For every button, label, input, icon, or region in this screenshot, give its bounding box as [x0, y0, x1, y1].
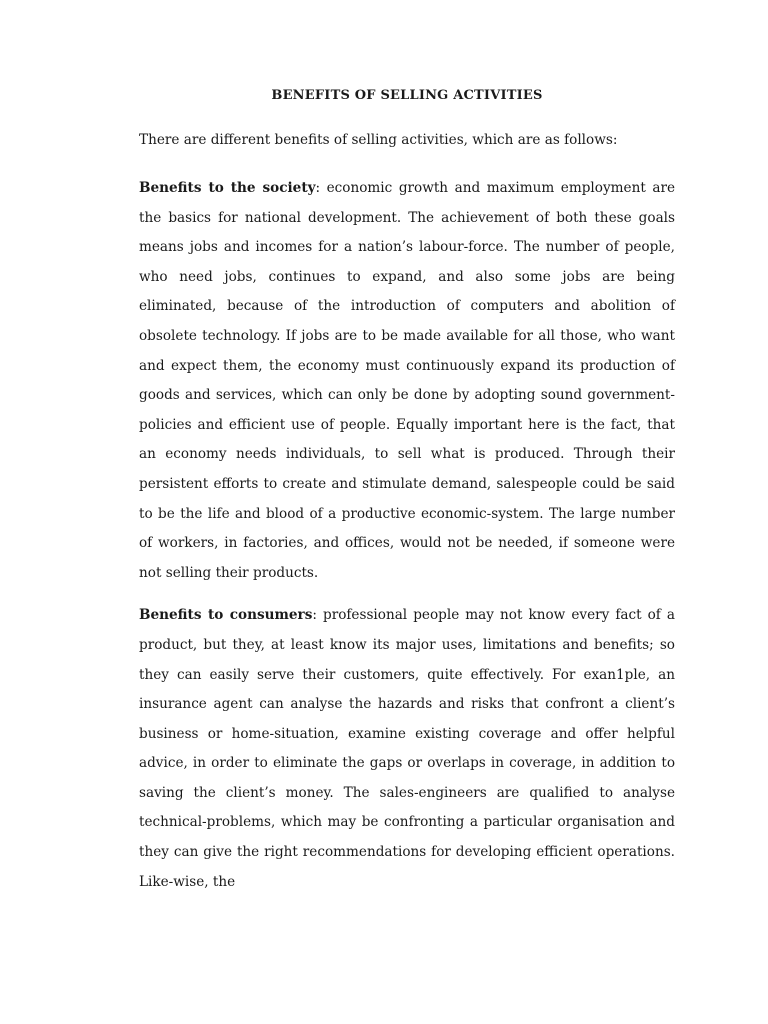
section-heading: Benefits to the society — [139, 180, 316, 196]
section-consumers — [139, 601, 675, 897]
intro-paragraph: There are different benefits of selling activities, which are as follows: — [139, 132, 618, 148]
section-society — [139, 174, 675, 588]
section-heading: Benefits to consumers — [139, 607, 313, 624]
document-title: BENEFITS OF SELLING ACTIVITIES — [271, 88, 543, 103]
section-body: : economic growth and maximum employment are the basics for national development. The achievement of both these goals means jobs and incomes for a nation’s labour-force. The number of people, who need jobs, continues to expand, and also some jobs are being eliminated, because of the introduction of computers and abolition of obsolete technology. If jobs are to be made available for all those, who want and expect them, the economy must continuously expand its production of goods and services, which can only be done by adopting sound government-policies and efficient use of people. Equally important here is the fact, that an economy needs individuals, to sell what is produced. Through their persistent efforts to create and stimulate demand, salespeople could be said to be the life and blood of a productive economic-system. The large number of workers, in factories, and offices, would not be needed, if someone were not selling their products. — [139, 180, 675, 581]
section-body: : professional people may not know every fact of a product, but they, at least know its major uses, limitations and benefits; so they can easily serve their customers, quite effectively. For exan1ple, an insurance agent can analyse the hazards and risks that confront a client’s business or home-situation, examine existing coverage and offer helpful advice, in order to eliminate the gaps or overlaps in coverage, in addition to saving the client’s money. The sales-engineers are qualified to analyse technical-problems, which may be confronting a particular organisation and they can give the right recommendations for developing efficient operations. Like-wise, the — [139, 607, 675, 890]
document-page — [139, 86, 675, 910]
